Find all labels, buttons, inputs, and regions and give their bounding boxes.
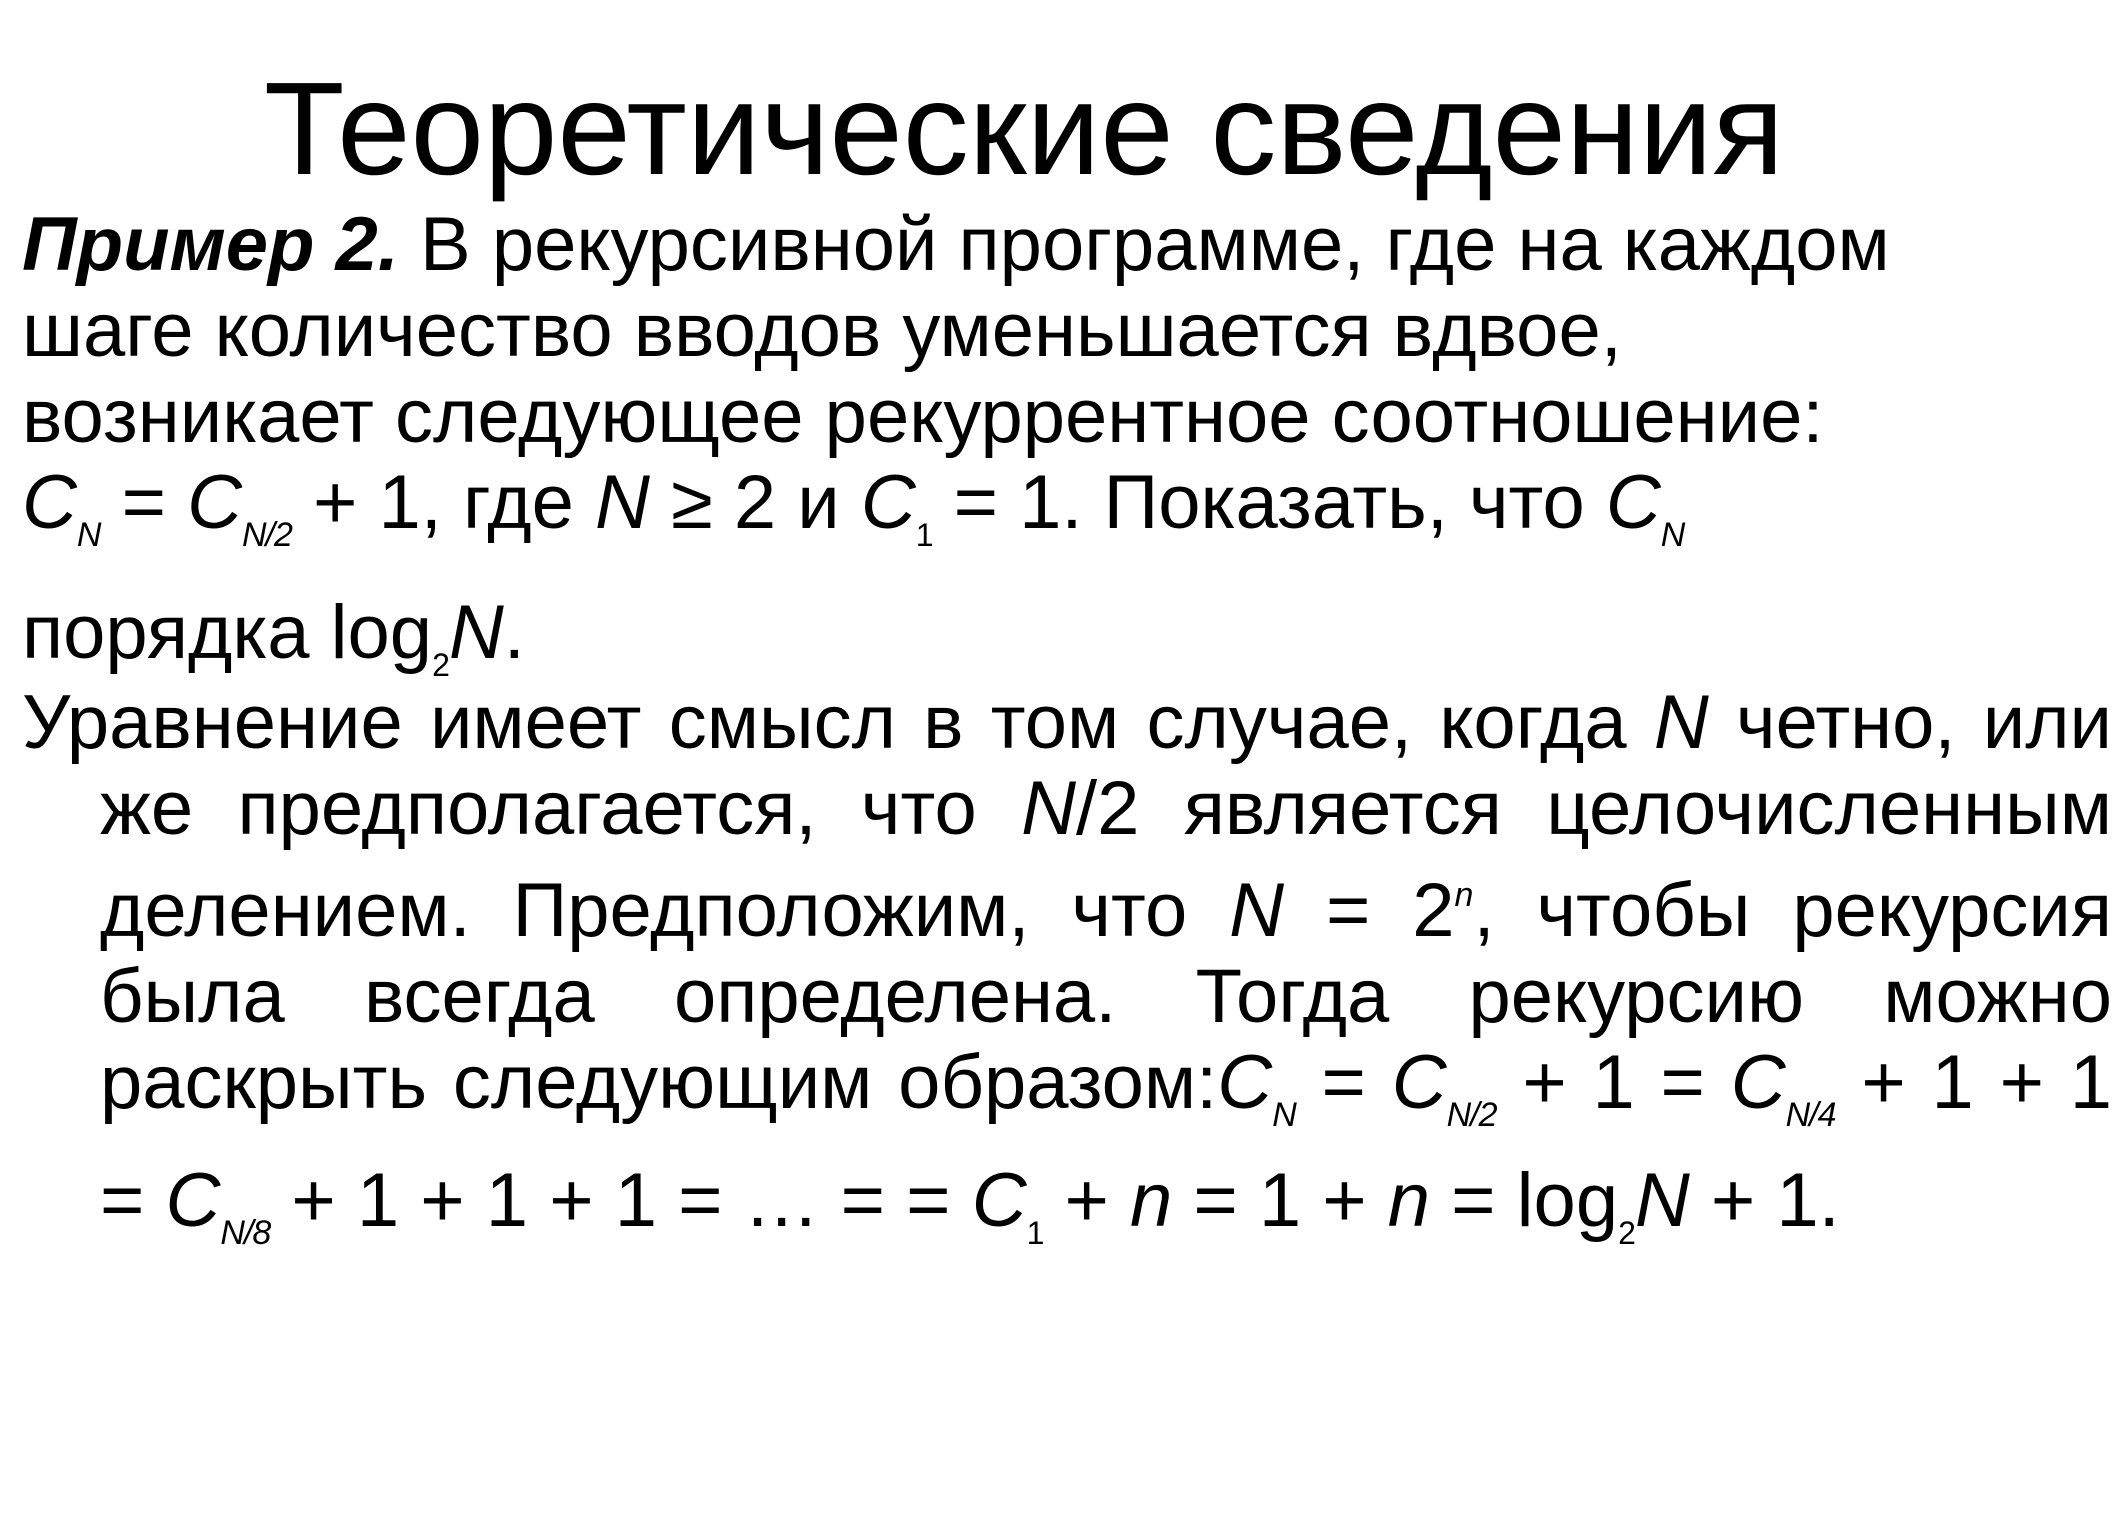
explanation-paragraph — [22, 680, 2112, 1276]
formula-c: C — [1605, 460, 1661, 545]
formula-sub: N/2 — [241, 516, 292, 554]
formula-text: + 1. — [1689, 1158, 1840, 1243]
log-base-sub: 2 — [432, 647, 449, 683]
example-formula-line — [22, 460, 2112, 578]
formula-c: C — [1217, 1040, 1273, 1125]
formula-text: + 1 = — [1496, 1040, 1731, 1125]
formula-c: C — [971, 1158, 1027, 1243]
formula-sub: 1 — [1026, 1215, 1044, 1251]
var-n: N — [1021, 766, 1076, 851]
formula-sub: N — [1272, 1096, 1296, 1134]
log-base-sub: 2 — [1618, 1215, 1635, 1251]
formula-text: = log — [1430, 1158, 1619, 1243]
var-n: N — [1634, 1158, 1690, 1243]
explanation-text: четно, или же предполагается, что — [100, 680, 2112, 851]
formula-c: C — [1730, 1040, 1786, 1125]
formula-n: N — [595, 460, 650, 545]
order-end: . — [503, 590, 525, 675]
formula-text: + — [1043, 1158, 1130, 1243]
example-label: Пример 2. — [22, 202, 399, 287]
formula-text: + 1, где — [291, 460, 596, 545]
formula-c: C — [1391, 1040, 1447, 1125]
formula-c: C — [187, 460, 242, 545]
formula-text: ≥ 2 и — [649, 460, 861, 545]
var-small-n: n — [1130, 1158, 1173, 1243]
example-line-3: возникает следующее рекуррентное соотношение: — [22, 374, 1824, 459]
order-text: порядка log — [22, 590, 433, 675]
formula-text: = 1 + — [1172, 1158, 1388, 1243]
example-line-1: В рекурсивной программе, где на каждом — [398, 202, 1890, 287]
formula-c: C — [860, 460, 916, 545]
explanation-text: , чтобы рекурсия была всегда определена. Тогда рекурсию можно раскрыть следующим образом: — [100, 868, 2112, 1125]
formula-text: = — [100, 460, 188, 545]
explanation-text: /2 является целочисленным делением. Предположим, что — [100, 766, 2112, 953]
var-small-n: n — [1387, 1158, 1431, 1243]
formula-text: = 1. Показать, что — [932, 460, 1606, 545]
var-n: N — [1653, 680, 1709, 765]
explanation-text: = 2 — [1284, 868, 1455, 953]
exponent-n: n — [1454, 876, 1474, 914]
formula-sub: N — [76, 516, 101, 554]
explanation-text: Уравнение имеет смысл в том случае, когда — [22, 680, 1654, 765]
formula-sub: N/8 — [220, 1214, 271, 1252]
var-n: N — [1229, 868, 1285, 953]
formula-c: C — [165, 1158, 221, 1243]
example-paragraph — [22, 202, 2112, 708]
formula-sub: N — [1660, 516, 1685, 554]
slide-title: Теоретические сведения — [263, 55, 1785, 202]
formula-sub: 1 — [915, 517, 933, 553]
order-n: N — [448, 590, 504, 675]
line-gap — [100, 578, 2112, 590]
formula-text: = — [1295, 1040, 1392, 1125]
formula-c: C — [22, 460, 77, 545]
formula-text: + 1 + 1 + 1 = … = = — [270, 1158, 972, 1243]
formula-sub: N/2 — [1446, 1096, 1497, 1134]
example-line-2: шаге количество вводов уменьшается вдвое, — [22, 288, 1622, 373]
formula-sub: N/4 — [1785, 1096, 1836, 1134]
formula-text: + 1 + 1 = — [100, 1040, 2112, 1243]
